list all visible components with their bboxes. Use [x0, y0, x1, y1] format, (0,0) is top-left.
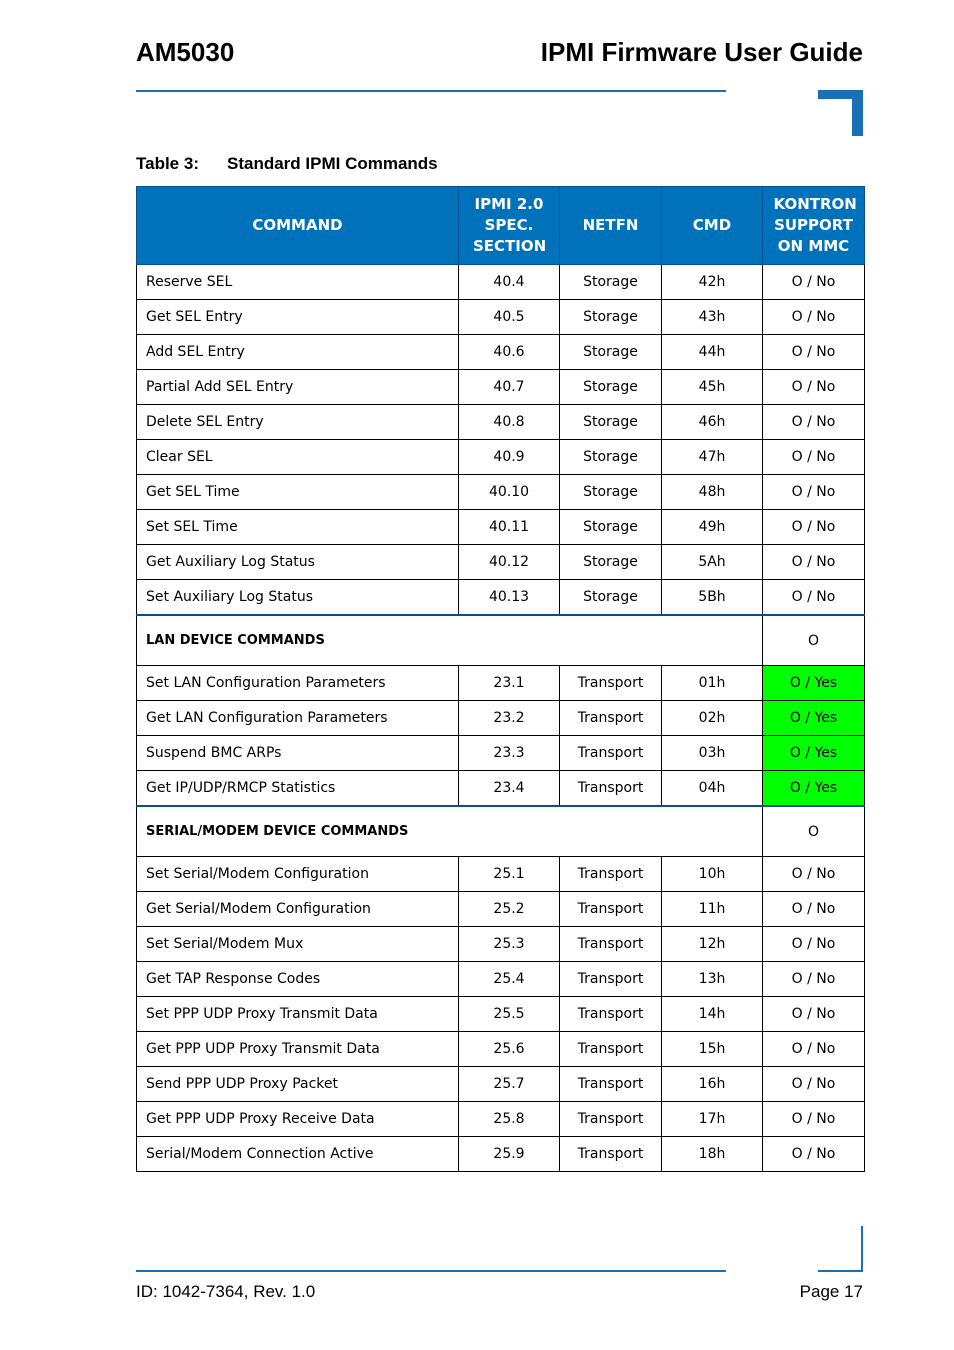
- col-header-kontron-support: [763, 187, 865, 265]
- document-id: ID: 1042-7364, Rev. 1.0: [136, 1282, 316, 1301]
- cell-spec-section: 40.10: [459, 475, 560, 510]
- table-caption: [136, 154, 438, 174]
- cell-spec-section: 40.11: [459, 510, 560, 545]
- col-header-kontron-support-label: KONTRON SUPPORT ON MMC: [773, 195, 857, 255]
- ipmi-commands-table: [136, 186, 865, 1172]
- table-caption-title: Standard IPMI Commands: [227, 154, 438, 173]
- cell-spec-section: 40.12: [459, 545, 560, 580]
- table-row: [137, 300, 865, 335]
- cell-cmd: 03h: [662, 736, 763, 771]
- cell-cmd: 5Bh: [662, 580, 763, 616]
- cell-netfn: Storage: [560, 440, 662, 475]
- cell-command: Set PPP UDP Proxy Transmit Data: [137, 997, 459, 1032]
- cell-support: O / No: [763, 892, 865, 927]
- cell-command: Delete SEL Entry: [137, 405, 459, 440]
- cell-command: Send PPP UDP Proxy Packet: [137, 1067, 459, 1102]
- table-body: [137, 265, 865, 1172]
- cell-command: Clear SEL: [137, 440, 459, 475]
- table-row: [137, 580, 865, 616]
- cell-netfn: Transport: [560, 666, 662, 701]
- section-support: O: [763, 615, 865, 666]
- cell-command: Serial/Modem Connection Active: [137, 1137, 459, 1172]
- cell-spec-section: 23.1: [459, 666, 560, 701]
- table-row: [137, 962, 865, 997]
- table-row: [137, 771, 865, 807]
- cell-cmd: 15h: [662, 1032, 763, 1067]
- cell-netfn: Transport: [560, 736, 662, 771]
- corner-mark-bottom: [818, 1270, 863, 1272]
- cell-netfn: Transport: [560, 1067, 662, 1102]
- cell-spec-section: 25.7: [459, 1067, 560, 1102]
- cell-netfn: Transport: [560, 1137, 662, 1172]
- cell-spec-section: 40.8: [459, 405, 560, 440]
- cell-support: O / No: [763, 1137, 865, 1172]
- cell-command: Get SEL Time: [137, 475, 459, 510]
- cell-spec-section: 25.1: [459, 857, 560, 892]
- cell-command: Add SEL Entry: [137, 335, 459, 370]
- cell-cmd: 18h: [662, 1137, 763, 1172]
- cell-support: O / No: [763, 300, 865, 335]
- cell-support: O / No: [763, 265, 865, 300]
- table-row: [137, 265, 865, 300]
- cell-support: O / Yes: [763, 771, 865, 807]
- cell-netfn: Storage: [560, 370, 662, 405]
- table-row: [137, 545, 865, 580]
- cell-spec-section: 23.3: [459, 736, 560, 771]
- cell-cmd: 12h: [662, 927, 763, 962]
- cell-command: Get TAP Response Codes: [137, 962, 459, 997]
- cell-cmd: 17h: [662, 1102, 763, 1137]
- cell-netfn: Storage: [560, 405, 662, 440]
- table-row: [137, 892, 865, 927]
- cell-support: O / No: [763, 545, 865, 580]
- table-row: [137, 510, 865, 545]
- cell-cmd: 13h: [662, 962, 763, 997]
- cell-command: Get PPP UDP Proxy Receive Data: [137, 1102, 459, 1137]
- cell-support: O / No: [763, 1032, 865, 1067]
- cell-cmd: 14h: [662, 997, 763, 1032]
- cell-spec-section: 25.8: [459, 1102, 560, 1137]
- corner-mark-top-vertical: [852, 90, 863, 136]
- cell-support: O / No: [763, 440, 865, 475]
- cell-spec-section: 23.2: [459, 701, 560, 736]
- cell-cmd: 42h: [662, 265, 763, 300]
- cell-spec-section: 25.2: [459, 892, 560, 927]
- cell-netfn: Transport: [560, 857, 662, 892]
- cell-netfn: Storage: [560, 300, 662, 335]
- cell-support: O / No: [763, 510, 865, 545]
- document-title: AM5030: [136, 37, 235, 67]
- cell-command: Suspend BMC ARPs: [137, 736, 459, 771]
- cell-netfn: Transport: [560, 927, 662, 962]
- cell-command: Set Serial/Modem Mux: [137, 927, 459, 962]
- cell-command: Get SEL Entry: [137, 300, 459, 335]
- table-row: [137, 927, 865, 962]
- table-row: [137, 1102, 865, 1137]
- col-header-spec-section-label: IPMI 2.0 SPEC. SECTION: [473, 195, 547, 255]
- cell-cmd: 10h: [662, 857, 763, 892]
- cell-support: O / No: [763, 335, 865, 370]
- cell-netfn: Storage: [560, 335, 662, 370]
- cell-spec-section: 40.6: [459, 335, 560, 370]
- cell-support: O / No: [763, 927, 865, 962]
- cell-spec-section: 25.4: [459, 962, 560, 997]
- col-header-cmd: CMD: [662, 187, 763, 265]
- cell-spec-section: 25.6: [459, 1032, 560, 1067]
- cell-cmd: 43h: [662, 300, 763, 335]
- cell-command: Get LAN Configuration Parameters: [137, 701, 459, 736]
- cell-support: O / No: [763, 1102, 865, 1137]
- document-subtitle: IPMI Firmware User Guide: [540, 37, 863, 67]
- table-row: [137, 736, 865, 771]
- col-header-spec-section: [459, 187, 560, 265]
- cell-support: O / No: [763, 857, 865, 892]
- section-support: O: [763, 806, 865, 857]
- cell-netfn: Transport: [560, 997, 662, 1032]
- cell-netfn: Transport: [560, 962, 662, 997]
- table-row: [137, 701, 865, 736]
- cell-support: O / Yes: [763, 736, 865, 771]
- table-row: [137, 475, 865, 510]
- cell-command: Get Auxiliary Log Status: [137, 545, 459, 580]
- cell-command: Partial Add SEL Entry: [137, 370, 459, 405]
- col-header-command: COMMAND: [137, 187, 459, 265]
- cell-netfn: Storage: [560, 510, 662, 545]
- cell-netfn: Storage: [560, 545, 662, 580]
- table-row: [137, 405, 865, 440]
- cell-netfn: Transport: [560, 1102, 662, 1137]
- cell-spec-section: 40.5: [459, 300, 560, 335]
- page-number: Page 17: [799, 1282, 863, 1301]
- table-header-row: [137, 187, 865, 265]
- cell-support: O / No: [763, 962, 865, 997]
- cell-spec-section: 25.3: [459, 927, 560, 962]
- cell-support: O / No: [763, 997, 865, 1032]
- cell-spec-section: 40.13: [459, 580, 560, 616]
- cell-netfn: Storage: [560, 265, 662, 300]
- cell-spec-section: 25.5: [459, 997, 560, 1032]
- cell-netfn: Transport: [560, 1032, 662, 1067]
- cell-spec-section: 23.4: [459, 771, 560, 807]
- cell-spec-section: 25.9: [459, 1137, 560, 1172]
- corner-mark-bottom-vertical: [861, 1226, 863, 1272]
- cell-cmd: 11h: [662, 892, 763, 927]
- cell-cmd: 46h: [662, 405, 763, 440]
- table-row: [137, 440, 865, 475]
- cell-cmd: 01h: [662, 666, 763, 701]
- cell-command: Set LAN Configuration Parameters: [137, 666, 459, 701]
- cell-command: Reserve SEL: [137, 265, 459, 300]
- cell-spec-section: 40.7: [459, 370, 560, 405]
- cell-cmd: 49h: [662, 510, 763, 545]
- cell-cmd: 04h: [662, 771, 763, 807]
- cell-support: O / No: [763, 1067, 865, 1102]
- cell-support: O / No: [763, 580, 865, 616]
- cell-cmd: 48h: [662, 475, 763, 510]
- table-row: [137, 857, 865, 892]
- cell-support: O / Yes: [763, 701, 865, 736]
- cell-support: O / Yes: [763, 666, 865, 701]
- cell-support: O / No: [763, 405, 865, 440]
- cell-command: Get IP/UDP/RMCP Statistics: [137, 771, 459, 807]
- section-title: LAN DEVICE COMMANDS: [137, 615, 763, 666]
- cell-command: Get Serial/Modem Configuration: [137, 892, 459, 927]
- table-row: [137, 1067, 865, 1102]
- section-title: SERIAL/MODEM DEVICE COMMANDS: [137, 806, 763, 857]
- cell-cmd: 5Ah: [662, 545, 763, 580]
- cell-command: Get PPP UDP Proxy Transmit Data: [137, 1032, 459, 1067]
- cell-command: Set SEL Time: [137, 510, 459, 545]
- table-row: [137, 370, 865, 405]
- cell-cmd: 44h: [662, 335, 763, 370]
- cell-netfn: Transport: [560, 771, 662, 807]
- cell-cmd: 47h: [662, 440, 763, 475]
- cell-spec-section: 40.9: [459, 440, 560, 475]
- cell-support: O / No: [763, 475, 865, 510]
- table-row: [137, 997, 865, 1032]
- table-caption-label: Table 3:: [136, 154, 199, 173]
- table-row: [137, 335, 865, 370]
- table-row: [137, 1032, 865, 1067]
- cell-cmd: 45h: [662, 370, 763, 405]
- cell-netfn: Transport: [560, 892, 662, 927]
- section-header-row: [137, 806, 865, 857]
- cell-command: Set Auxiliary Log Status: [137, 580, 459, 616]
- table-row: [137, 666, 865, 701]
- section-header-row: [137, 615, 865, 666]
- cell-netfn: Storage: [560, 475, 662, 510]
- col-header-netfn: NETFN: [560, 187, 662, 265]
- cell-command: Set Serial/Modem Configuration: [137, 857, 459, 892]
- cell-cmd: 02h: [662, 701, 763, 736]
- cell-support: O / No: [763, 370, 865, 405]
- header-rule: [136, 90, 726, 92]
- cell-spec-section: 40.4: [459, 265, 560, 300]
- table-row: [137, 1137, 865, 1172]
- cell-netfn: Storage: [560, 580, 662, 616]
- footer-rule: [136, 1270, 726, 1272]
- cell-netfn: Transport: [560, 701, 662, 736]
- cell-cmd: 16h: [662, 1067, 763, 1102]
